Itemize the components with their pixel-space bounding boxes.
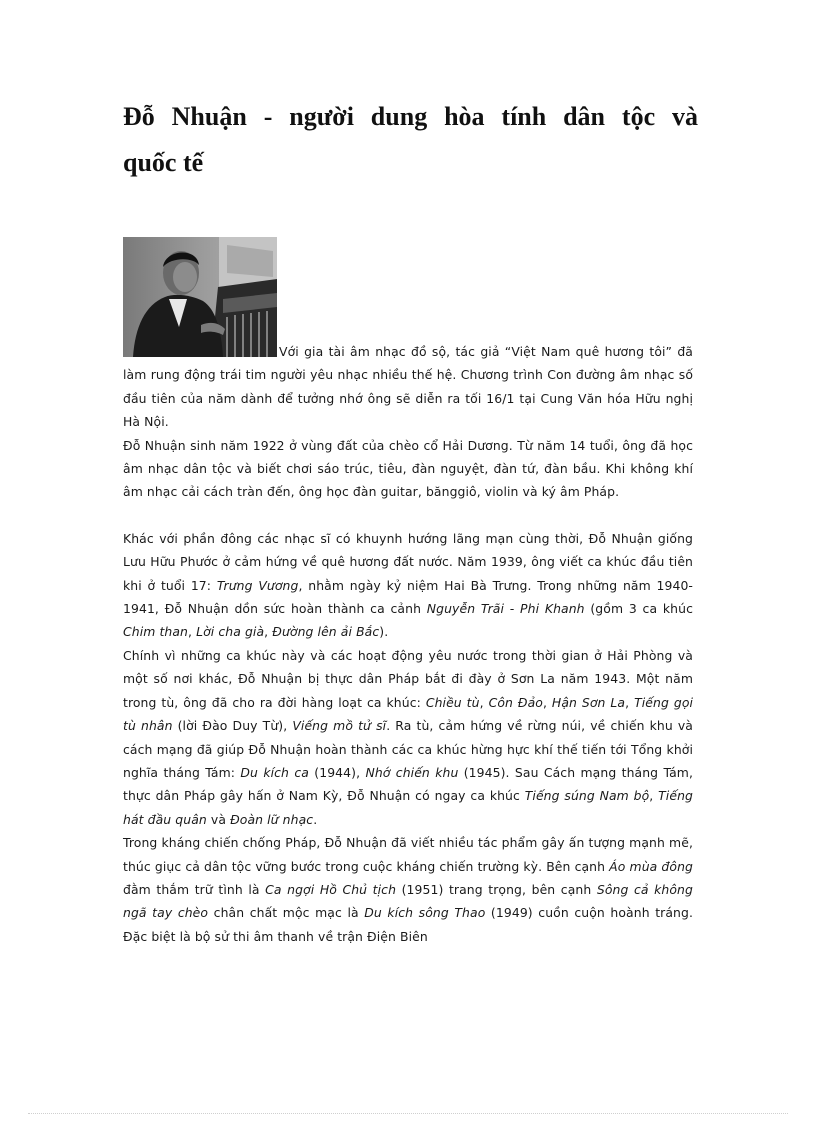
text-run: , — [542, 694, 552, 710]
text-run: ). — [379, 624, 389, 640]
song-title: Trưng Vương — [216, 577, 299, 593]
text-run: , — [625, 694, 635, 710]
song-title: Đoàn lữ nhạc — [230, 811, 314, 827]
song-title: Du kích ca — [240, 764, 309, 780]
text-run: . Ra tù, cảm hứng về rừng núi, về chiến khu và cách mạng đã giúp Đỗ Nhuận hoàn thành các ca khúc hừng hực khí thế tiến tới Tổng khởi nghĩa tháng Tám: — [123, 718, 693, 780]
text-run: (gồm 3 ca khúc — [584, 601, 693, 617]
text-run: Chính vì những ca khúc này và các hoạt động yêu nước trong thời gian ở Hải Phòng và một số nơi khác, Đỗ Nhuận bị thực dân Pháp bắt đi đày ở Sơn La năm 1943. Một năm trong tù, ông đã cho ra đời hàng loạt ca khúc: — [123, 647, 693, 710]
song-title: Du kích sông Thao — [364, 905, 486, 921]
song-title: Tiếng súng Nam bộ — [524, 788, 650, 804]
text-run: đằm thắm trữ tình là — [123, 881, 266, 897]
song-title: Hận Sơn La — [551, 694, 626, 710]
article-title — [123, 94, 698, 186]
song-title: Lời cha già — [196, 624, 265, 640]
text-run: chân chất mộc mạc là — [208, 905, 365, 921]
text-run: . — [313, 811, 318, 827]
song-title: Chiều tù — [425, 694, 480, 710]
song-title: Côn Đảo — [488, 694, 543, 710]
song-title: Áo mùa đông — [609, 858, 693, 874]
song-title: Tiếng gọi tù nhân — [123, 694, 694, 734]
text-run: (1951) trang trọng, bên cạnh — [396, 881, 597, 897]
paragraph-resistance-works — [123, 831, 693, 948]
song-title: Sông cả không ngã tay chèo — [123, 881, 693, 921]
text-run: (1945). Sau Cách mạng tháng Tám, thực dân Pháp gây hấn ở Nam Kỳ, Đỗ Nhuận có ngay ca khúc — [123, 764, 693, 804]
text-run: và — [206, 811, 231, 827]
paragraph-first-songs — [123, 527, 693, 644]
song-title: Tiếng hát đầu quân — [123, 788, 693, 827]
text-run: , — [264, 624, 273, 640]
text-run: Với gia tài âm nhạc đồ sộ, tác giả “Việt Nam quê hương tôi” đã làm rung động trái tim người yêu nhạc nhiều thế hệ. Chương trình Con đường âm nhạc số đầu tiên của năm dành để tưởng nhớ ông sẽ diễn ra tối 16/1 tại Cung Văn hóa Hữu nghị Hà Nội. — [123, 344, 693, 430]
composer-photo — [123, 237, 277, 357]
text-run: , — [649, 788, 659, 804]
title-line-2: quốc tế — [123, 148, 204, 177]
text-run: Khác với phần đông các nhạc sĩ có khuynh hướng lãng mạn cùng thời, Đỗ Nhuận giống Lưu Hữu Phước ở cảm hứng về quê hương đất nước. Năm 1939, ông viết ca khúc đầu tiên khi ở tuổi 17: — [123, 530, 693, 593]
paragraph-early-life: Đỗ Nhuận sinh năm 1922 ở vùng đất của chèo cổ Hải Dương. Từ năm 14 tuổi, ông đã học âm nhạc dân tộc và biết chơi sáo trúc, tiêu, đàn nguyệt, đàn tứ, đàn bầu. Khi không khí âm nhạc cải cách tràn đến, ông học đàn guitar, bănggiô, violin và ký âm Pháp. — [123, 437, 693, 500]
song-title: Nguyễn Trãi - Phi Khanh — [426, 601, 585, 617]
text-run: Trong kháng chiến chống Pháp, Đỗ Nhuận đã viết nhiều tác phẩm gây ấn tượng mạnh mẽ, thúc giục cả dân tộc vững bước trong cuộc kháng chiến trường kỳ. Bên cạnh — [123, 835, 693, 874]
song-title: Đường lên ải Bắc — [272, 624, 380, 640]
paragraph-intro — [123, 340, 693, 434]
song-title: Nhớ chiến khu — [365, 764, 459, 780]
song-title: Chim than — [123, 624, 189, 640]
composer-at-piano-image — [123, 237, 277, 357]
text-run: (lời Đào Duy Từ), — [172, 718, 293, 734]
song-title: Viếng mồ tử sĩ — [292, 718, 387, 734]
text-run: (1944), — [308, 764, 366, 780]
paragraph-prison-songs — [123, 644, 693, 831]
text-run: , — [188, 624, 197, 640]
title-line-1: Đỗ Nhuận - người dung hòa tính dân tộc và — [123, 102, 698, 131]
song-title: Ca ngợi Hồ Chủ tịch — [265, 881, 397, 897]
text-run: , nhằm ngày kỷ niệm Hai Bà Trưng. Trong những năm 1940-1941, Đỗ Nhuận dồn sức hoàn thành ca cảnh — [123, 577, 694, 617]
article-body — [123, 340, 693, 948]
footer-divider — [28, 1113, 788, 1114]
text-run: (1949) cuồn cuộn hoành tráng. Đặc biệt là bộ sử thi âm thanh về trận Điện Biên — [123, 905, 694, 944]
text-run: , — [479, 694, 489, 710]
